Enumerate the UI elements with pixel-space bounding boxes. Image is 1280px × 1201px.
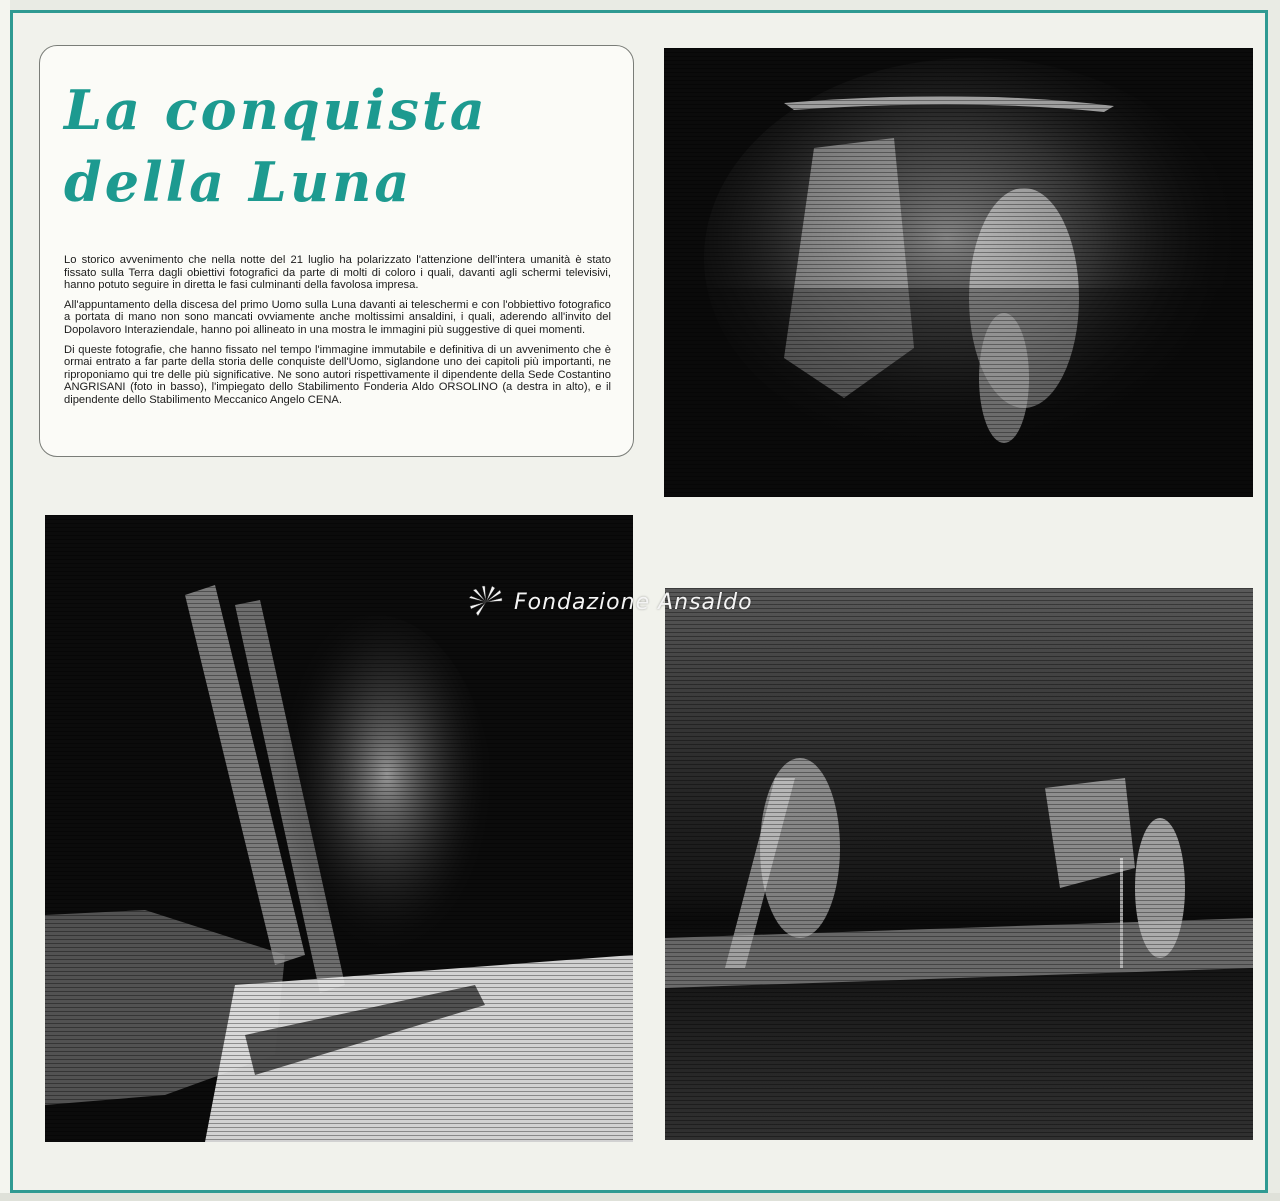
ansaldo-logo-icon	[466, 584, 506, 620]
watermark	[466, 584, 753, 620]
photo-top-right	[664, 48, 1253, 497]
title-line-2: della Luna	[64, 150, 413, 214]
title-line-1: La conquista	[64, 78, 488, 142]
intro-box	[39, 45, 634, 457]
paragraph-2: All'appuntamento della discesa del primo Uomo sulla Luna davanti ai teleschermi e con l'obbiettivo fotografico a portata di mano non sono mancati ovviamente anche moltissimi ansaldini, i quali, aderendo all'invito del Dopolavoro Interaziendale, hanno poi allineato in una mostra le immagini più suggestive di quei momenti.	[64, 298, 611, 336]
intro-text	[64, 254, 611, 407]
paragraph-3: Di queste fotografie, che hanno fissato nel tempo l'immagine immutabile e definitiva di un avvenimento che è ormai entrato a far parte della storia delle conquiste dell'Uomo, siglandone uno dei capitoli più importanti, ne riproponiamo qui tre delle più significative. Ne sono autori rispettivamente il dipendente della Sede Costantino ANGRISANI (foto in basso), l'impiegato dello Stabilimento Fonderia Aldo ORSOLINO (a destra in alto), e il dipendente dello Stabilimento Meccanico Angelo CENA.	[64, 343, 611, 406]
page-edge	[0, 0, 10, 1201]
watermark-text: Fondazione Ansaldo	[514, 589, 753, 615]
photo-bottom-right	[665, 588, 1253, 1140]
article-title	[64, 74, 611, 218]
page-bottom-edge	[0, 1193, 1280, 1201]
paragraph-1: Lo storico avvenimento che nella notte del 21 luglio ha polarizzato l'attenzione dell'intera umanità è stato fissato sulla Terra dagli obiettivi fotografici da parte di molti di coloro i quali, davanti agli schermi televisivi, hanno potuto seguire in diretta le fasi culminanti della favolosa impresa.	[64, 254, 611, 292]
tv-moon-photo-3	[665, 588, 1253, 1140]
tv-moon-photo-1	[664, 48, 1253, 497]
